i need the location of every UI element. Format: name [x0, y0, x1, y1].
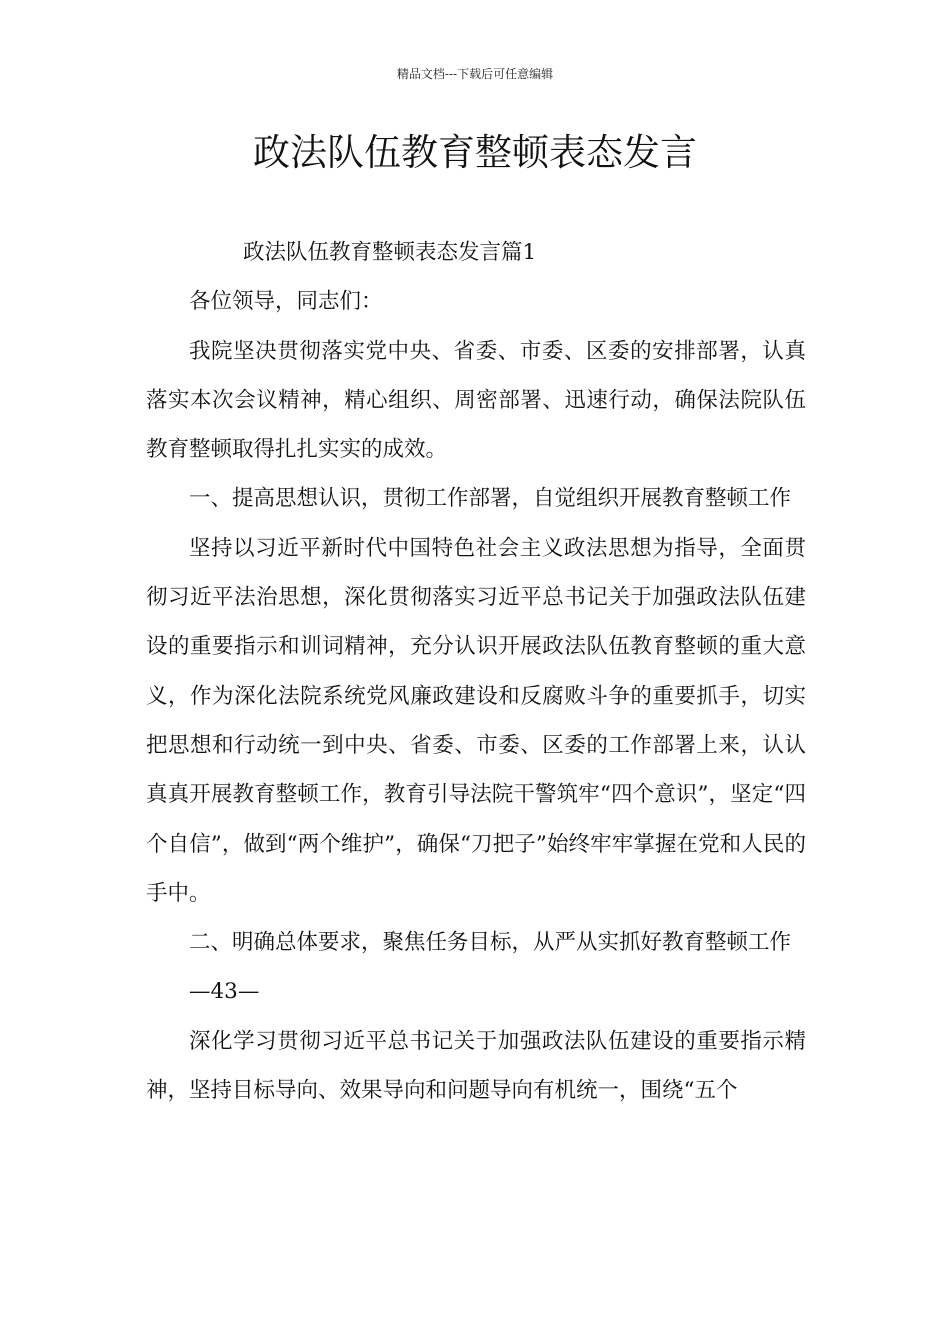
body-paragraph: 坚持以习近平新时代中国特色社会主义政法思想为指导，全面贯彻习近平法治思想，深化贯彻落实习近平总书记关于加强政法队伍建设的重要指示和训词精神，充分认识开展政法队伍教育整顿的重大意义，作为深化法院系统党风廉政建设和反腐败斗争的重要抓手，切实把思想和行动统一到中央、省委、市委、区委的工作部署上来，认认真真开展教育整顿工作，教育引导法院干警筑牢“四个意识”，坚定“四个自信”，做到“两个维护”，确保“刀把子”始终牢牢掌握在党和人民的手中。	[146, 535, 806, 906]
header-note: 精品文档---下载后可任意编辑	[396, 67, 554, 81]
body-paragraph: 我院坚决贯彻落实党中央、省委、市委、区委的安排部署，认真落实本次会议精神，精心组织、周密部署、迅速行动，确保法院队伍教育整顿取得扎扎实实的成效。	[146, 338, 806, 463]
greeting-paragraph: 各位领导，同志们：	[189, 289, 383, 315]
document-title: 政法队伍教育整顿表态发言	[253, 131, 697, 174]
document-subtitle: 政法队伍教育整顿表态发言篇1	[243, 240, 537, 265]
section-heading-2: 二、明确总体要求，聚焦任务目标，从严从实抓好教育整顿工作	[189, 930, 792, 956]
body-paragraph: 深化学习贯彻习近平总书记关于加强政法队伍建设的重要指示精神，坚持目标导向、效果导向和问题导向有机统一，围绕“五个	[146, 1028, 806, 1104]
section-heading-1: 一、提高思想认识，贯彻工作部署，自觉组织开展教育整顿工作	[189, 486, 792, 512]
page-number: —43—	[189, 979, 260, 1005]
document-body	[146, 228, 806, 1115]
